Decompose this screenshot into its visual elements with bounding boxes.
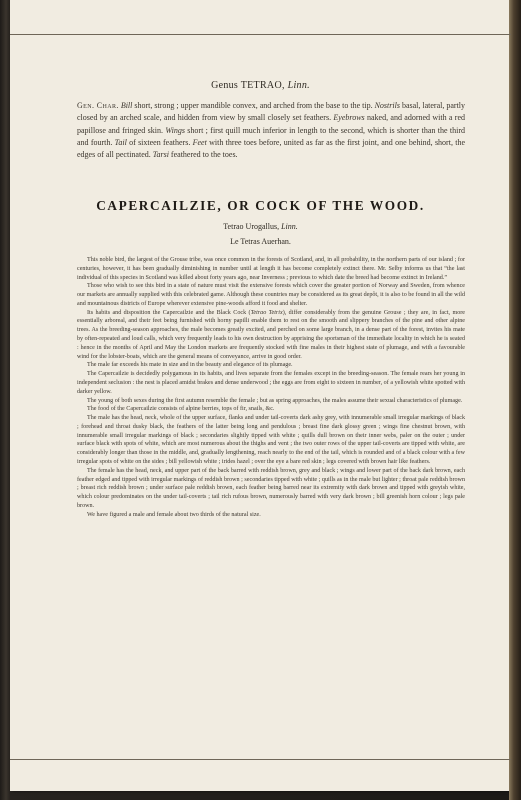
paragraph-history: This noble bird, the largest of the Grouse tribe, was once common in the forests of Scotland, and, in all probability, in the northern parts of our island ; for centuries, however, it has been gradually diminishing in number until at length it has become completely extinct there. Mr. Selby informs us that “the last individual of this species in Scotland was killed about forty years ago, near Inverness ; previous to which date the breed had become extinct in Ireland.”	[77, 257, 465, 281]
feet-text: with three toes before, united as far as the first joint, and one behind, short, the edges of all pectinated.	[77, 137, 466, 160]
tail-text: of sixteen feathers.	[126, 137, 191, 147]
eyebrows-term: Eyebrows	[333, 113, 365, 123]
eyebrows-text: naked, and adorned with a red papillose and fringed skin.	[77, 113, 465, 135]
nostrils-text: basal, lateral, partly closed by an arched scale, and hidden from view by small closely set feathers.	[77, 101, 466, 123]
paragraph-range: Those who wish to see this bird in a state of nature must visit the extensive forests which cover the greater portion of Norway and Sweden, from whence our markets are annually supplied with this celebrated game. Although these countries may be considered as its great depôt, it is also to be found in all the wild and mountainous districts of Europe wherever extensive pine-woods afford it food and shelter.	[77, 283, 465, 307]
latin-name: Tetrao Urogallus,	[223, 222, 280, 231]
paragraph-breeding: The Capercailzie is decidedly polygamous in its habits, and lives separate from the females except in the breeding-season. The female rears her young in independent seclusion : the nest is placed amidst brakes and dense underwood ; the eggs are from eight to sixteen in number, of a yellowish white spotted with darker yellow.	[77, 371, 465, 395]
genus-title: Genus TETRAO,	[211, 80, 285, 91]
habits-text-b: ), differ considerably from the genuine Grouse ; they are, in fact, more essentially arboreal, and their feet being furnished with horny papilli enable them to rest on the smooth and slippery branches of the pine and other alpine trees. As the breeding-season approaches, the male becomes greatly excited, and perched on some large branch, in a dense part of the forest, invites his mate by often-repeated and loud calls, which very frequently leads to his own destruction by apprising the sportsman of the immediate locality in which he is seated : hence in the months of April and May the London markets are frequently stocked with fine males in their highest state of plumage, and with a favourable wind for the lobster-boats, which are the general means of conveyance, arrive in good order.	[77, 309, 465, 360]
bottom-edge-line	[10, 759, 511, 760]
top-edge-line	[10, 34, 511, 35]
nostrils-term: Nostrils	[374, 101, 400, 110]
french-name: Le Tetras Auerhan.	[230, 237, 291, 246]
genus-heading	[0, 80, 521, 91]
paragraph-size: The male far exceeds his mate in size and in the beauty and elegance of its plumage.	[87, 362, 293, 369]
tail-term: Tail	[114, 137, 127, 147]
habits-text-a: Its habits and disposition the Capercailzie and the Black Cock (	[87, 309, 251, 316]
paragraph-figure-note: We have figured a male and female about two thirds of the natural size.	[87, 511, 261, 518]
gen-char-label: Gen. Char.	[77, 101, 119, 110]
feet-term: Feet	[192, 137, 207, 147]
habits-term: Tetrao Tetrix	[250, 309, 283, 316]
genus-authority: Linn.	[287, 80, 310, 91]
tarsi-term: Tarsi	[152, 150, 169, 160]
tarsi-text: feathered to the toes.	[168, 150, 238, 160]
wings-text: short ; first quill much inferior in length to the second, which is shorter than the third and fourth.	[77, 125, 466, 147]
bill-term: Bill	[120, 101, 133, 110]
paragraph-female: The female has the head, neck, and upper part of the back barred with reddish brown, grey and black ; wings and lower part of the back dark brown, each feather edged and tipped with irregular markings of reddish brown ; secondaries tipped with white ; quills as in the male but lighter ; throat pale reddish brown ; breast rich reddish brown ; under surface pale reddish brown, each feather being barred near its extremity with dark brown and tipped with greyish white, which colour predominates on the under tail-coverts ; tail rich rufous brown, numerously barred with very dark brown ; bill greenish horn colour ; legs pale brown.	[77, 467, 465, 509]
paragraph-habits	[77, 309, 465, 362]
species-title: CAPERCAILZIE, OR COCK OF THE WOOD.	[96, 198, 425, 213]
latin-name-line	[0, 222, 521, 231]
book-edge	[509, 0, 521, 800]
latin-authority: Linn.	[281, 222, 298, 231]
paragraph-young: The young of both sexes during the first autumn resemble the female ; but as spring approaches, the males assume their sexual characteristics of plumage.	[87, 397, 463, 404]
paragraph-food: The food of the Capercailzie consists of alpine berries, tops of fir, snails, &c.	[87, 406, 275, 413]
wings-term: Wings	[165, 125, 185, 135]
bill-text: short, strong ; upper mandible convex, and arched from the base to the tip.	[132, 101, 373, 110]
generic-characters	[77, 100, 465, 161]
species-description	[77, 256, 465, 519]
paragraph-male: The male has the head, neck, whole of the upper surface, flanks and under tail-coverts dark ashy grey, with innumerable small irregular markings of black ; forehead and throat dusky black, the feathers of the latter being long and pendulous ; breast fine dark glossy green ; wings fine chestnut brown, with innumerable small irregular markings of black ; secondaries slightly tipped with white ; quills dull brown on their inner webs, paler on the outer ; under surface black with spots of white, which are most numerous about the thighs and vent ; the two outer rows of the upper tail-coverts are tipped with white, are considerably longer than those in the middle, and, gradually lengthening, reach nearly to the end of the tail, which is rounded and of a black colour with a few irregular spots of white on the sides ; bill yellowish white ; irides hazel ; over the eye a bare red skin ; legs covered with brown hair like feathers.	[77, 415, 465, 465]
